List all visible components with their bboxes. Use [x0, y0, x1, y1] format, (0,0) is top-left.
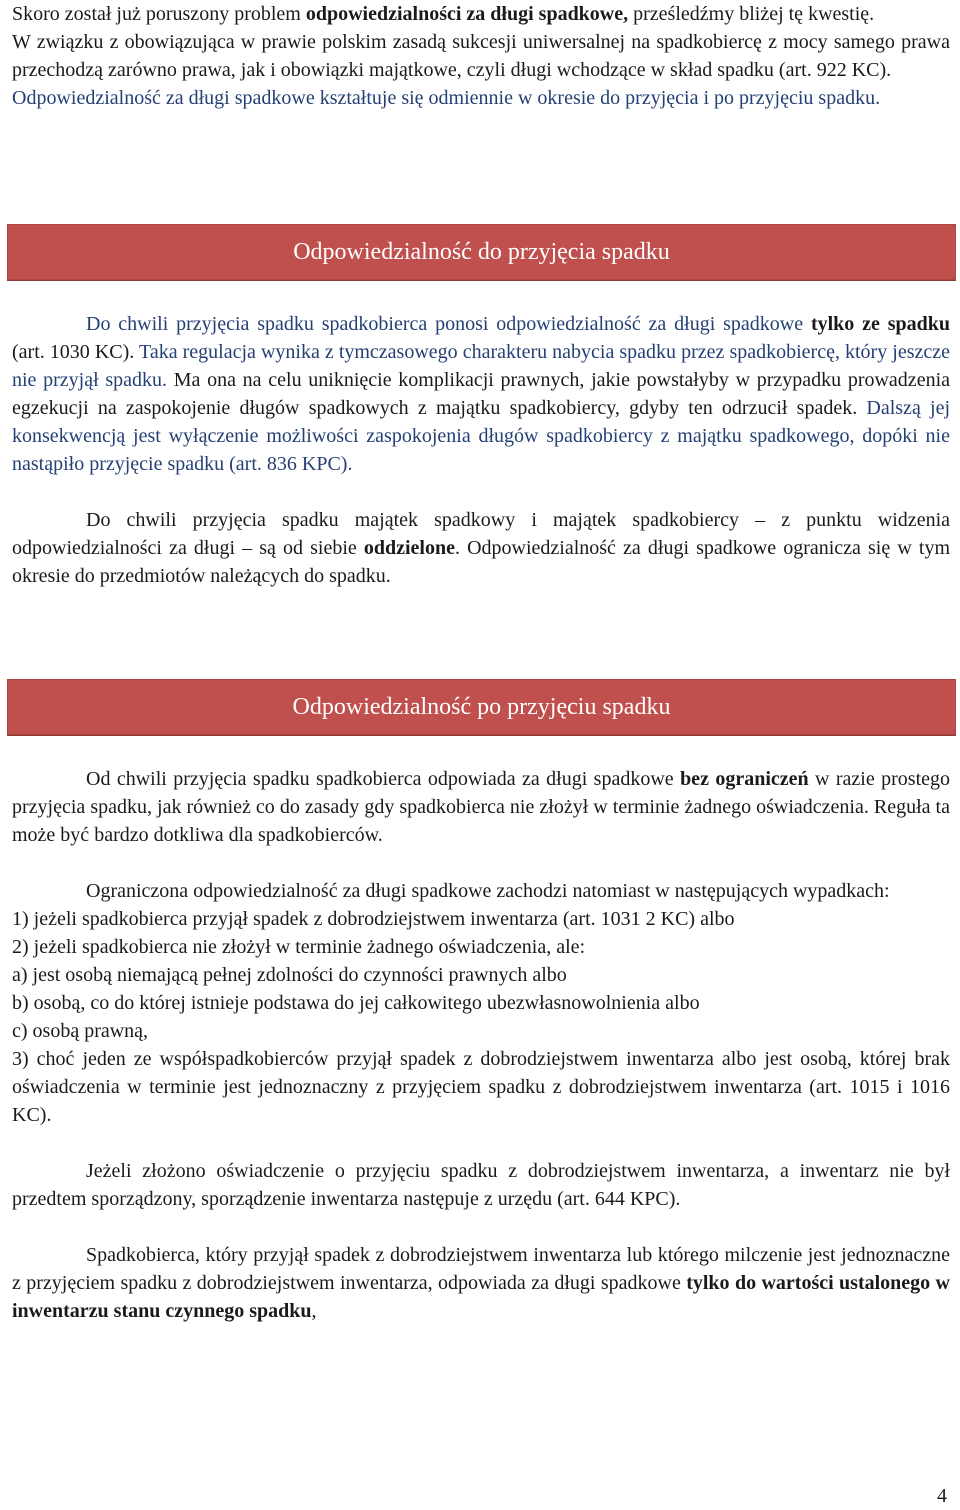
- section1-body: [12, 310, 950, 590]
- intro-bold-text: odpowiedzialności za długi spadkowe,: [305, 3, 629, 25]
- intro-section: [12, 0, 950, 112]
- section1-p2-text: Do chwili przyjęcia spadku majątek spadkowy i majątek spadkobiercy – z punktu widzenia odpowiedzialności za długi – są od siebie: [12, 509, 950, 559]
- section2-paragraph-2: Ograniczona odpowiedzialność za długi spadkowe zachodzi natomiast w następujących wypadkach:: [86, 880, 890, 902]
- list-item: 1) jeżeli spadkobierca przyjął spadek z dobrodziejstwem inwentarza (art. 1031 2 KC) albo: [12, 908, 735, 930]
- section2-p4-text: Spadkobierca, który przyjął spadek z dobrodziejstwem inwentarza lub którego milczenie jest jednoznaczne z przyjęciem spadku z dobrodziejstwem inwentarza, odpowiada za długi spadkowe: [12, 1244, 950, 1294]
- list-item: b) osobą, co do której istnieje podstawa do jej całkowitego ubezwłasnowolnienia albo: [12, 992, 700, 1014]
- section1-paragraph-1: [12, 310, 950, 478]
- intro-paragraph-2: W związku z obowiązująca w prawie polskim zasadą sukcesji uniwersalnej na spadkobiercę z mocy samego prawa przechodzą zarówno prawa, jak i obowiązki majątkowe, czyli długi wchodzące w skład spadku (art. 922 KC).: [12, 31, 950, 81]
- intro-text-end: prześledźmy bliżej tę kwestię.: [628, 3, 875, 25]
- section-heading-before-acceptance: Odpowiedzialność do przyjęcia spadku: [7, 224, 956, 280]
- section1-p1-text-4: Dalszą jej konsekwencją jest wyłączenie możliwości zaspokojenia długów spadkobiercy z majątku spadkowego, dopóki nie nastąpiło przyjęcie spadku (art. 836 KPC).: [12, 397, 951, 475]
- section1-p2-bold: oddzielone: [363, 537, 455, 559]
- section1-p1-text: Do chwili przyjęcia spadku spadkobierca ponosi odpowiedzialność za długi spadkowe: [86, 313, 811, 335]
- intro-paragraph-3: Odpowiedzialność za długi spadkowe kształtuje się odmiennie w okresie do przyjęcia i po przyjęciu spadku.: [12, 87, 881, 109]
- section2-p4-end: ,: [311, 1300, 317, 1322]
- list-item: 2) jeżeli spadkobierca nie złożył w terminie żadnego oświadczenia, ale:: [12, 936, 586, 958]
- section-heading-after-acceptance: Odpowiedzialność po przyjęciu spadku: [7, 679, 956, 735]
- section2-p4-bold: tylko do wartości ustalonego w inwentarzu stanu czynnego spadku: [12, 1272, 950, 1322]
- section1-p1-bold: tylko ze spadku: [810, 313, 950, 335]
- section2-body: [12, 765, 950, 1325]
- section2-paragraph-3: Jeżeli złożono oświadczenie o przyjęciu spadku z dobrodziejstwem inwentarza, a inwentarz nie był przedtem sporządzony, sporządzenie inwentarza następuje z urzędu (art. 644 KPC).: [12, 1160, 950, 1210]
- section1-p1-text-2: Taka regulacja wynika z tymczasowego charakteru nabycia spadku przez spadkobiercę, który jeszcze nie przyjął spadku.: [12, 341, 950, 391]
- intro-text: Skoro został już poruszony problem: [12, 3, 306, 25]
- section1-paragraph-2: [12, 506, 950, 590]
- section2-p1-text-end: w razie prostego przyjęcia spadku, jak również co do zasady gdy spadkobierca nie złożył w terminie żadnego oświadczenia. Reguła ta może być bardzo dotkliwa dla spadkobierców.: [12, 768, 951, 846]
- section1-p2-text-end: . Odpowiedzialność za długi spadkowe ogranicza się w tym okresie do przedmiotów należących do spadku.: [12, 537, 950, 587]
- section1-p1-ref: (art. 1030 KC).: [12, 341, 135, 363]
- section2-paragraph-1: [12, 765, 950, 849]
- section2-paragraph-4: [12, 1241, 950, 1325]
- list-item-3: 3) choć jeden ze współspadkobierców przyjął spadek z dobrodziejstwem inwentarza albo jest osobą, której brak oświadczenia w terminie jest jednoznaczny z przyjęciem spadku z dobrodziejstwem inwentarza (art. 1015 i 1016 KC).: [12, 1048, 950, 1126]
- list-item: c) osobą prawną,: [12, 1020, 149, 1042]
- section1-p1-text-3: Ma ona na celu uniknięcie komplikacji prawnych, jakie powstałyby w przypadku prowadzenia egzekucji na zaspokojenie długów spadkowych z majątku spadkobiercy, gdyby ten odrzucił spadek.: [12, 369, 950, 419]
- intro-paragraph-1: [12, 0, 950, 28]
- section2-p1-bold: bez ograniczeń: [680, 768, 809, 790]
- section2-p1-text: Od chwili przyjęcia spadku spadkobierca odpowiada za długi spadkowe: [86, 768, 681, 790]
- cases-list: [12, 905, 950, 1045]
- page-number: 4: [937, 1485, 947, 1507]
- list-item: a) jest osobą niemającą pełnej zdolności do czynności prawnych albo: [12, 964, 567, 986]
